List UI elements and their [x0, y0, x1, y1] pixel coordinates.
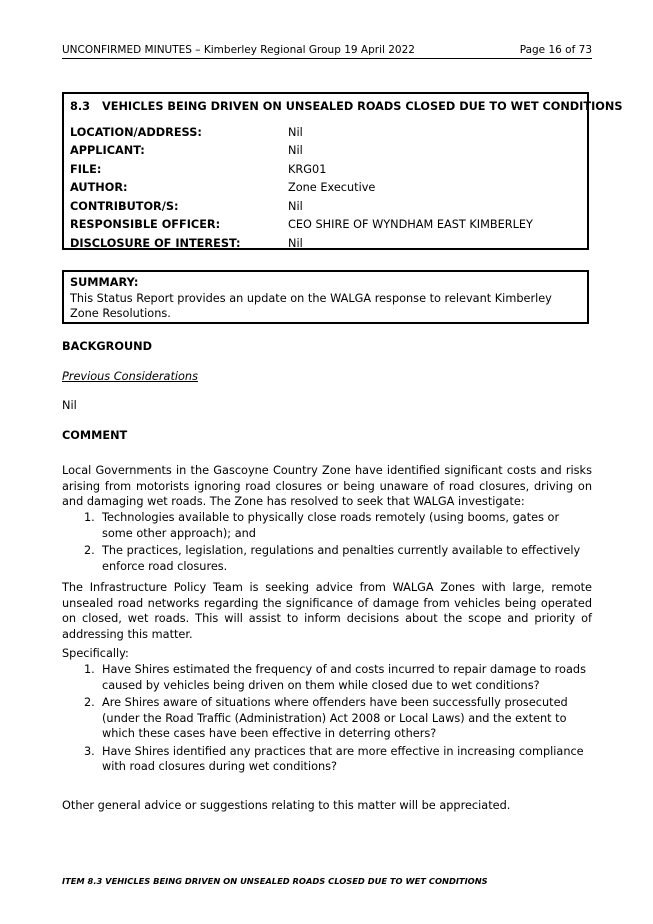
summary-heading: SUMMARY: — [70, 276, 139, 289]
item-details-box — [62, 92, 623, 250]
field-row — [70, 142, 581, 161]
summary-box — [62, 270, 589, 324]
field-value: Nil — [288, 236, 303, 250]
investigation-list — [62, 510, 592, 574]
field-value: Nil — [288, 199, 303, 213]
field-label: FILE: — [70, 162, 102, 176]
list-number: 1. — [84, 663, 95, 676]
previous-considerations-line — [62, 369, 592, 385]
list-number: 2. — [84, 696, 95, 709]
field-label: CONTRIBUTOR/S: — [70, 199, 179, 213]
field-value: KRG01 — [288, 162, 327, 176]
field-value: Zone Executive — [288, 181, 376, 195]
item-number: 8.3 — [70, 100, 91, 113]
specifically-label: Specifically: — [62, 647, 129, 660]
comment-paragraph-2: The Infrastructure Policy Team is seeking advice from WALGA Zones with large, remote unsealed road networks regarding the significance of damage from vehicles being operated on closed, wet roads. This will assist to inform decisions about the scope and priority of addressing this matter. — [62, 581, 592, 641]
comment-intro: Local Governments in the Gascoyne Country Zone have identified significant costs and risks arising from motorists ignoring road closures or being unaware of road closures, driving on and damaging wet roads. The Zone has resolved to seek that WALGA investigate: — [62, 464, 592, 508]
field-value: Nil — [288, 125, 303, 139]
list-item — [62, 543, 592, 574]
list-number: 2. — [84, 544, 95, 557]
field-value: CEO SHIRE OF WYNDHAM EAST KIMBERLEY — [288, 218, 533, 232]
summary-text: This Status Report provides an update on the WALGA response to relevant Kimberley Zone Resolutions. — [70, 291, 552, 320]
field-label: APPLICANT: — [70, 144, 145, 158]
list-text: Technologies available to physically close roads remotely (using booms, gates or some other approach); and — [102, 511, 560, 540]
field-label: RESPONSIBLE OFFICER: — [70, 218, 221, 232]
page-header — [62, 44, 592, 59]
field-row — [70, 179, 581, 198]
item-title-text: VEHICLES BEING DRIVEN ON UNSEALED ROADS CLOSED DUE TO WET CONDITIONS — [102, 100, 623, 113]
field-row — [70, 216, 581, 235]
list-number: 1. — [84, 511, 95, 524]
list-item — [62, 744, 592, 775]
list-text: The practices, legislation, regulations and penalties currently available to effectively enforce road closures. — [102, 544, 581, 573]
list-number: 3. — [84, 744, 95, 758]
page-number: Page 16 of 73 — [519, 44, 592, 56]
list-item — [62, 695, 592, 742]
header-title: UNCONFIRMED MINUTES – Kimberley Regional Group 19 April 2022 — [62, 44, 415, 56]
field-value: Nil — [288, 144, 303, 158]
previous-considerations-heading: Previous Considerations — [62, 370, 198, 383]
list-text: Have Shires estimated the frequency of and costs incurred to repair damage to roads caused by vehicles being driven on them while closed due to wet conditions? — [102, 663, 586, 692]
background-heading: BACKGROUND — [62, 340, 152, 353]
field-row — [70, 123, 581, 142]
field-label: LOCATION/ADDRESS: — [70, 125, 202, 139]
list-text: Are Shires aware of situations where offenders have been successfully prosecuted (under the Road Traffic (Administration) Act 2008 or Local Laws) and the extent to which these cases have been effective in deterring others? — [102, 696, 568, 740]
background-text: Nil — [62, 399, 77, 412]
list-item — [62, 662, 592, 693]
closing-text: Other general advice or suggestions relating to this matter will be appreciated. — [62, 799, 511, 812]
field-row — [70, 234, 581, 253]
list-item — [62, 510, 592, 541]
item-title — [70, 100, 623, 113]
field-label: AUTHOR: — [70, 181, 128, 195]
field-row — [70, 160, 581, 179]
list-text: Have Shires identified any practices that are more effective in increasing compliance with road closures during wet conditions? — [102, 744, 584, 773]
comment-heading: COMMENT — [62, 429, 128, 442]
field-row — [70, 197, 581, 216]
questions-list — [62, 662, 592, 775]
field-label: DISCLOSURE OF INTEREST: — [70, 236, 241, 250]
page-footer: ITEM 8.3 VEHICLES BEING DRIVEN ON UNSEALED ROADS CLOSED DUE TO WET CONDITIONS — [62, 876, 488, 886]
